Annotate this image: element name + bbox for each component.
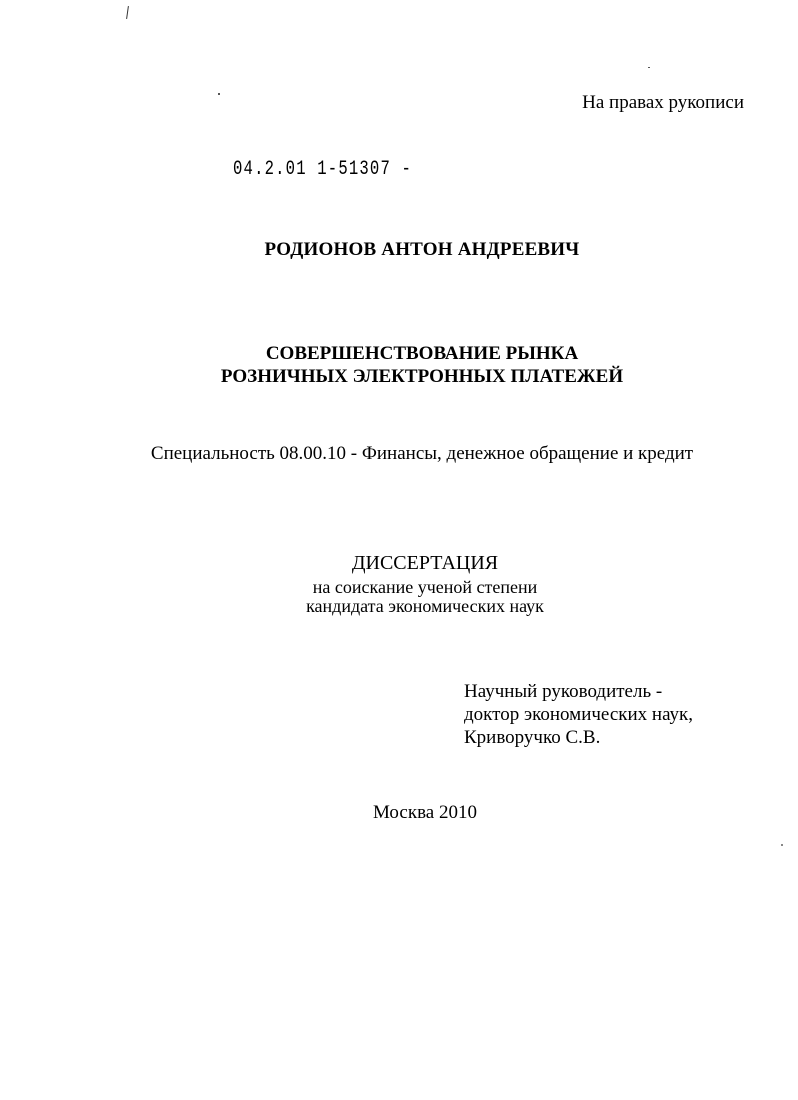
thesis-title-line-2: РОЗНИЧНЫХ ЭЛЕКТРОННЫХ ПЛАТЕЖЕЙ — [220, 366, 624, 387]
scan-mark — [126, 6, 129, 19]
advisor-name: Криворучко С.В. — [464, 727, 601, 748]
advisor-degree: доктор экономических наук, — [464, 704, 694, 725]
thesis-title-line-1: СОВЕРШЕНСТВОВАНИЕ РЫНКА — [265, 343, 579, 364]
rights-note: На правах рукописи — [582, 92, 744, 113]
city-year: Москва 2010 — [373, 802, 477, 823]
scan-speck — [648, 67, 650, 68]
specialty-line: Специальность 08.00.10 - Финансы, денежное обращение и кредит — [150, 443, 694, 464]
archive-registration-code: 04.2.01 1-51307 - — [233, 158, 413, 181]
scientific-advisor-block — [464, 680, 693, 749]
advisor-role: Научный руководитель - — [464, 681, 663, 702]
dissertation-field-line: кандидата экономических наук — [306, 596, 544, 616]
scan-speck — [781, 844, 783, 846]
dissertation-degree-line: на соискание ученой степени — [312, 577, 538, 597]
dissertation-type: ДИССЕРТАЦИЯ — [351, 552, 499, 574]
scan-speck — [218, 93, 220, 95]
author-name: РОДИОНОВ АНТОН АНДРЕЕВИЧ — [264, 239, 580, 260]
